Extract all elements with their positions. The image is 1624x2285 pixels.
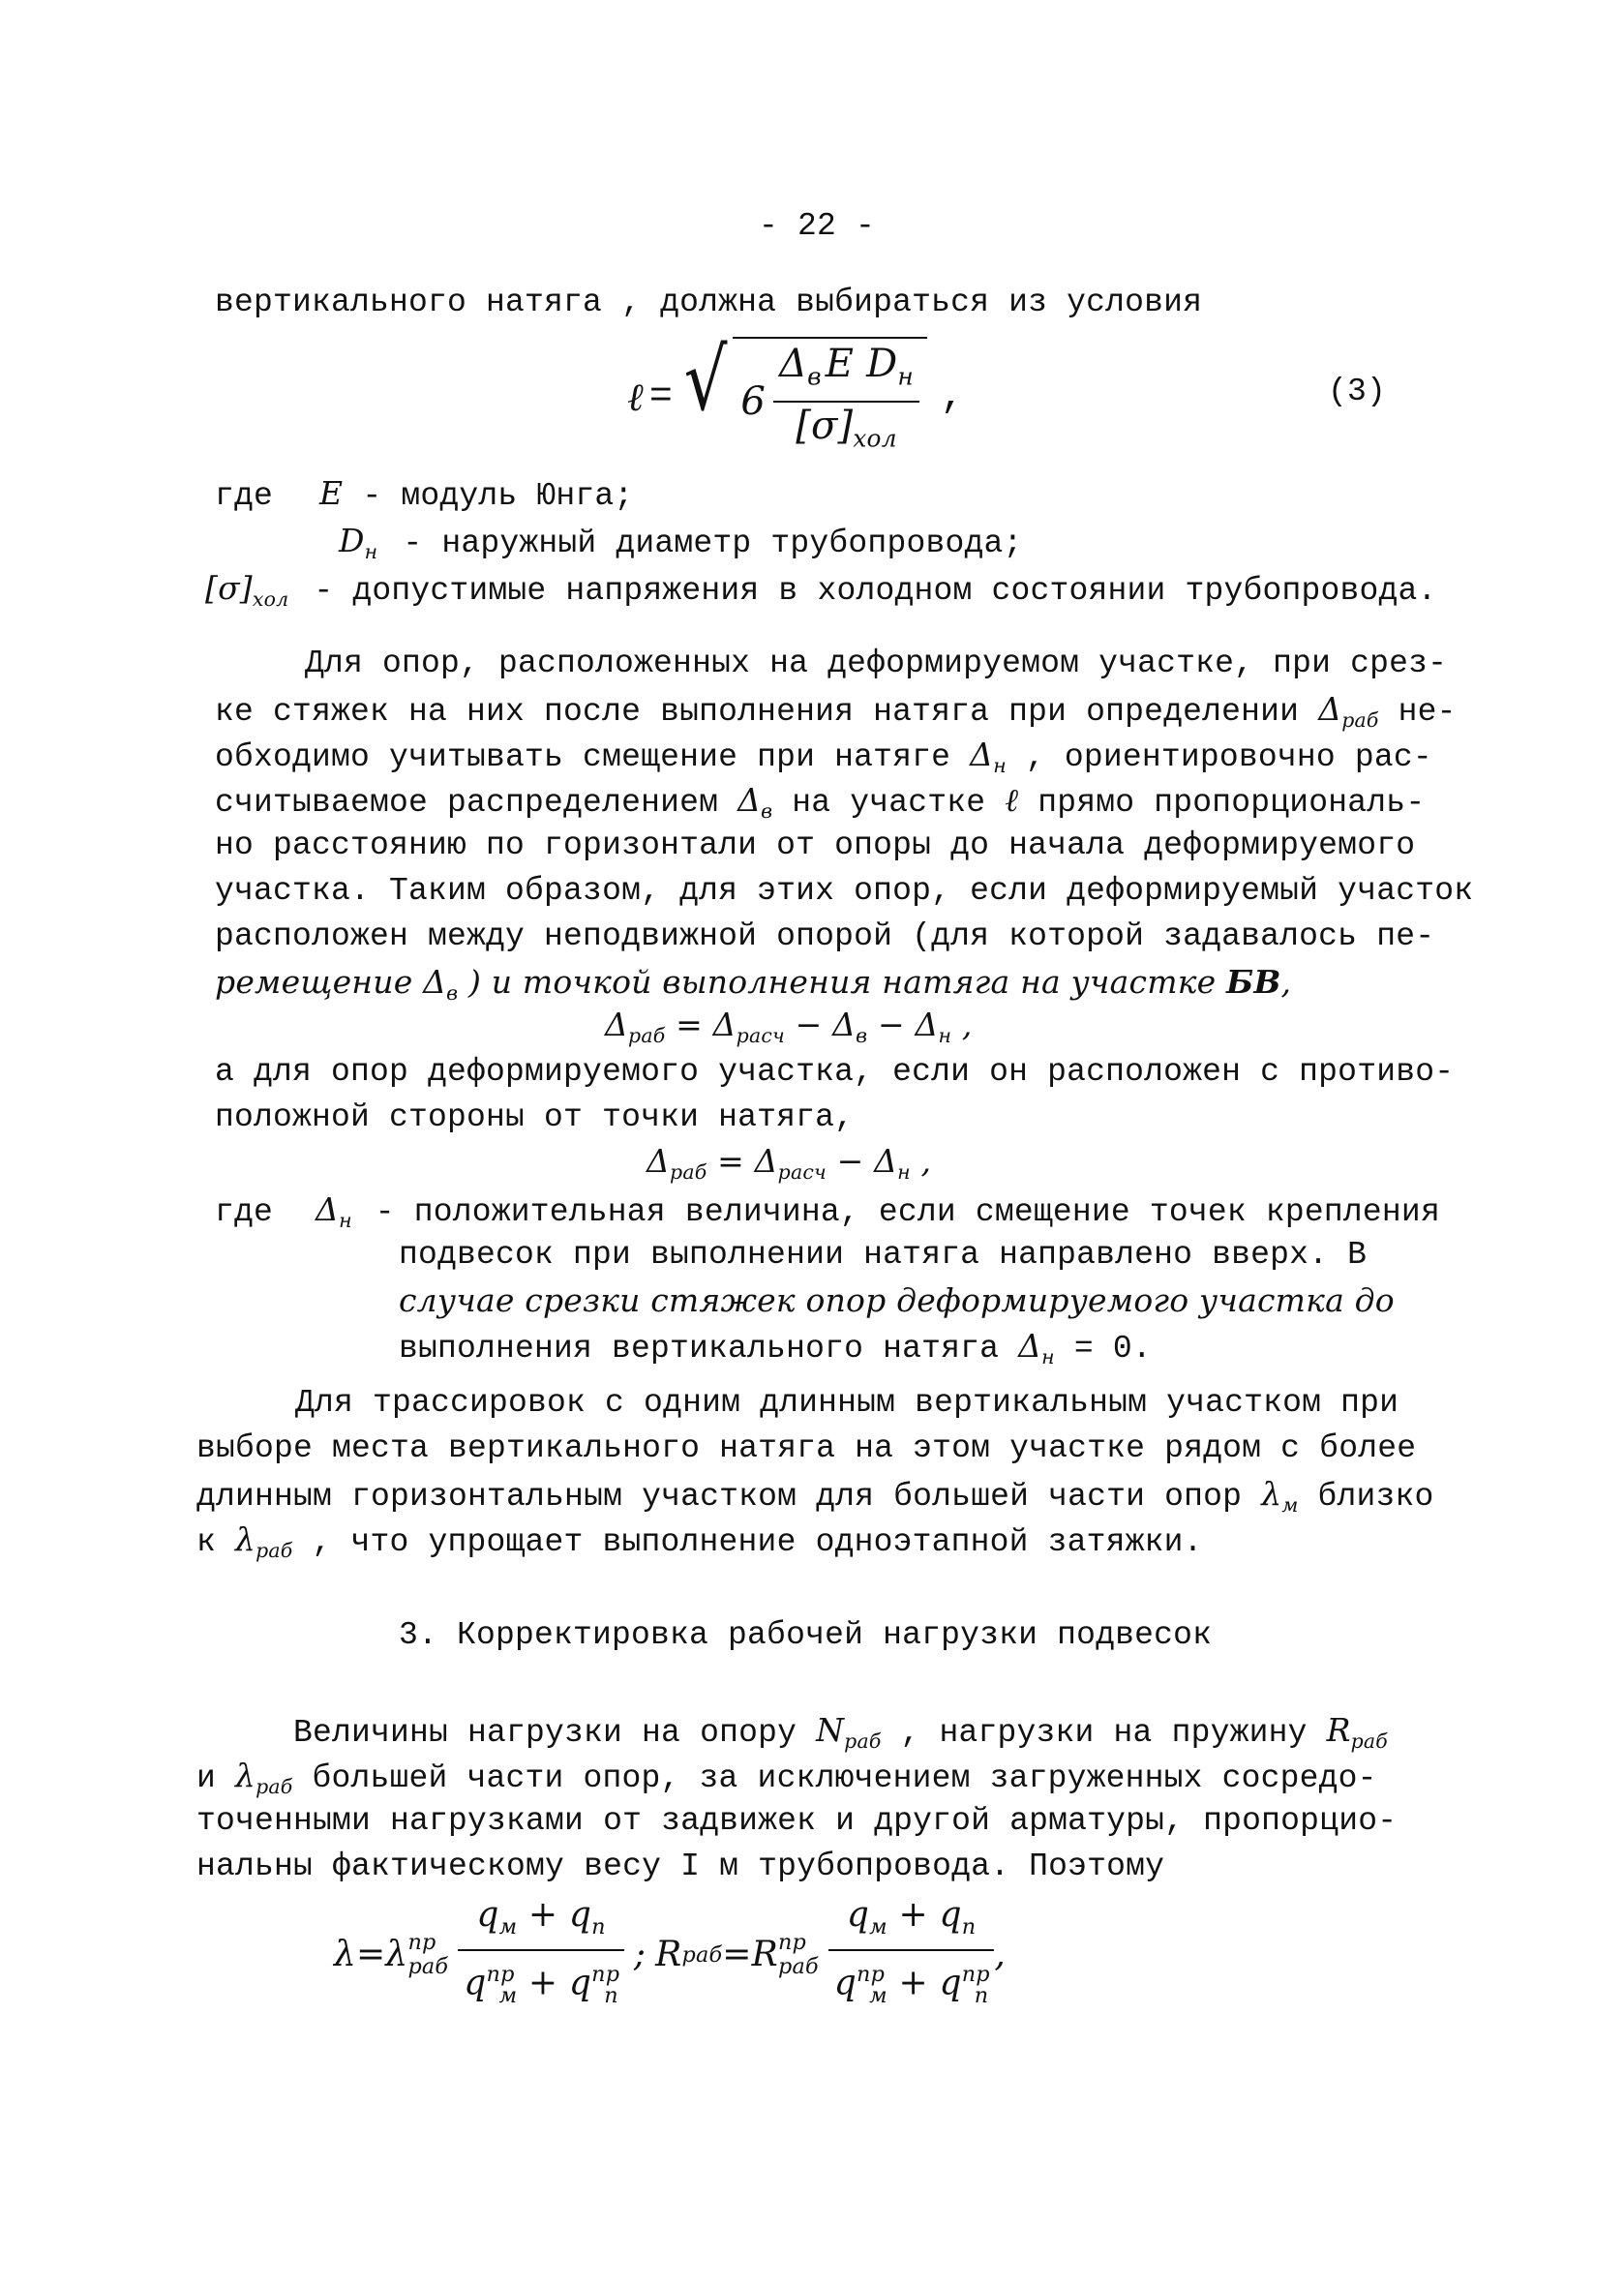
para1-line5: но расстоянию по горизонтали от опоры до начала деформируемого bbox=[215, 827, 1416, 863]
delta-subscript: в bbox=[807, 363, 822, 391]
subscript: раб bbox=[1350, 1729, 1388, 1754]
delta-symbol: Δ bbox=[779, 342, 808, 387]
sup: пр bbox=[407, 1930, 436, 1956]
sigma-bracket: [σ] bbox=[796, 404, 854, 448]
text: считываемое распределением bbox=[215, 785, 738, 821]
text: длинным горизонтальным участком для большей части опор bbox=[196, 1479, 1262, 1515]
formula-a bbox=[605, 1006, 973, 1055]
segment-label: БВ bbox=[1226, 963, 1281, 1001]
para4-line2 bbox=[196, 1757, 1377, 1806]
formula-3-trail: , bbox=[940, 376, 965, 419]
f-sub: раб bbox=[670, 1160, 707, 1185]
para4-line3: точенными нагрузками от задвижек и другой арматуры, пропорцио- bbox=[196, 1803, 1398, 1839]
eq: = bbox=[356, 1935, 386, 1974]
denominator bbox=[828, 1949, 995, 2014]
where-subscript: н bbox=[364, 540, 378, 564]
para3-line1: Для трассировок с одним длинным вертикальным участком при bbox=[295, 1385, 1399, 1421]
para2-line2: положной стороны от точки натяга, bbox=[215, 1099, 855, 1135]
text: ке стяжек на них после выполнения натяга при определении bbox=[215, 694, 1319, 730]
q-sup: пр bbox=[961, 1962, 990, 1988]
para3-line3 bbox=[196, 1475, 1434, 1524]
text: и bbox=[196, 1760, 236, 1796]
q: q bbox=[939, 1894, 962, 1935]
q-sup: пр bbox=[486, 1962, 515, 1988]
formula-c bbox=[334, 1894, 1006, 2013]
section-heading: 3. Корректировка рабочей нагрузки подвесок bbox=[399, 1617, 1213, 1653]
text: обходимо учитывать смещение при натяге bbox=[215, 739, 971, 775]
intro-line: вертикального натяга , должна выбираться из условия bbox=[215, 285, 1203, 320]
page-number: - 22 - bbox=[759, 208, 876, 244]
n-symbol: N bbox=[816, 1711, 845, 1749]
f: , bbox=[910, 1142, 932, 1180]
lambda-symbol: λ bbox=[334, 1935, 357, 1974]
q-sub: м bbox=[498, 1913, 518, 1939]
q-sub: п bbox=[604, 1982, 618, 2008]
r-symbol: R bbox=[1326, 1711, 1351, 1749]
fraction-2 bbox=[828, 1896, 995, 2015]
subscript: н bbox=[339, 1209, 352, 1233]
q-sub: п bbox=[974, 1982, 989, 2008]
subscript: раб bbox=[256, 1775, 293, 1799]
formula-3-coef: 6 bbox=[740, 379, 767, 424]
text: , что упрощает выполнение одноэтапной затяжки. bbox=[292, 1524, 1203, 1560]
q-sup: пр bbox=[591, 1962, 620, 1988]
where-prefix: где bbox=[215, 478, 274, 514]
delta-symbol: Δ bbox=[316, 1190, 340, 1228]
formula-b bbox=[647, 1142, 931, 1191]
f: − Δ bbox=[784, 1006, 857, 1043]
para1-line3 bbox=[215, 736, 1432, 785]
where2-line2: подвесок при выполнении натяга направлено вверх. В bbox=[399, 1237, 1368, 1273]
text: - положительная величина, если смещение точек крепления bbox=[375, 1194, 1440, 1230]
q-sub: м bbox=[498, 1982, 518, 2008]
numerator-rest: E D bbox=[825, 342, 898, 387]
text: = 0. bbox=[1054, 1331, 1152, 1367]
f: = Δ bbox=[707, 1142, 778, 1180]
q: q bbox=[833, 1963, 857, 2003]
subscript: н bbox=[993, 754, 1007, 778]
lambda-symbol: λ bbox=[235, 1520, 256, 1558]
numerator bbox=[458, 1896, 624, 1950]
fraction-1 bbox=[458, 1896, 624, 2015]
f-sub: н bbox=[897, 1160, 911, 1185]
text: близко bbox=[1298, 1479, 1434, 1515]
r-scripts bbox=[778, 1931, 819, 1978]
text: , bbox=[1280, 963, 1292, 1001]
lambda-symbol: λ bbox=[385, 1935, 408, 1974]
f: , bbox=[951, 1006, 973, 1043]
numerator-subscript: н bbox=[897, 363, 914, 391]
sqrt bbox=[678, 330, 927, 458]
delta-symbol: Δ bbox=[970, 736, 994, 773]
formula-3-numerator bbox=[773, 342, 919, 401]
subscript: раб bbox=[1341, 708, 1379, 733]
plus: + bbox=[517, 1963, 569, 2003]
r-symbol: R bbox=[655, 1935, 682, 1974]
where-prefix: где bbox=[215, 1194, 274, 1230]
text: , ориентировочно рас- bbox=[1006, 739, 1432, 775]
q: q bbox=[846, 1894, 870, 1935]
text: к bbox=[196, 1524, 236, 1560]
para1-line6: участка. Таким образом, для этих опор, если деформируемый участок bbox=[215, 873, 1474, 909]
q: q bbox=[568, 1894, 592, 1935]
q-sub: п bbox=[591, 1913, 606, 1939]
where-item-sigma bbox=[205, 569, 1437, 618]
sigma-subscript: хол bbox=[853, 424, 897, 453]
sup: пр bbox=[777, 1930, 807, 1956]
q-sub: м bbox=[869, 1982, 887, 2008]
where-text: - наружный диаметр трубопровода; bbox=[403, 526, 1023, 561]
f-sub: расч bbox=[777, 1160, 827, 1185]
trail: , bbox=[994, 1935, 1006, 1974]
text: не- bbox=[1378, 694, 1457, 730]
formula-3-number: (3) bbox=[1328, 374, 1387, 409]
q: q bbox=[476, 1894, 499, 1935]
text: ремещение bbox=[215, 963, 424, 1001]
sub: раб bbox=[777, 1954, 819, 1979]
delta-symbol: Δ bbox=[1318, 690, 1342, 728]
para4-line1 bbox=[293, 1711, 1388, 1760]
where2-line4 bbox=[399, 1327, 1152, 1376]
where-symbol: E bbox=[319, 474, 344, 512]
text: на участке bbox=[772, 785, 1006, 821]
eq: = bbox=[722, 1935, 752, 1974]
delta-symbol: Δ bbox=[423, 963, 447, 1001]
para1-line4 bbox=[215, 781, 1425, 830]
para2-line1: а для опор деформируемого участка, если он расположен с противо- bbox=[215, 1054, 1455, 1090]
q-sub: м bbox=[869, 1913, 887, 1939]
q-sup: пр bbox=[857, 1962, 886, 1988]
where-symbol: [σ] bbox=[205, 569, 253, 607]
where-subscript: хол bbox=[252, 587, 289, 612]
subscript: в bbox=[446, 981, 459, 1006]
formula-3 bbox=[627, 330, 965, 461]
para1-line7: расположен между неподвижной опорой (для которой задавалось пе- bbox=[215, 918, 1435, 954]
para3-line2: выборе места вертикального натяга на этом участке рядом с более bbox=[196, 1430, 1417, 1466]
lambda-symbol: λ bbox=[235, 1757, 256, 1794]
subscript: раб bbox=[256, 1539, 293, 1563]
subscript: н bbox=[1041, 1345, 1055, 1369]
sub: раб bbox=[407, 1954, 449, 1979]
plus: + bbox=[887, 1963, 940, 2003]
q-sub: п bbox=[961, 1913, 977, 1939]
f-sub: н bbox=[938, 1024, 952, 1048]
text: ) и точкой выполнения натяга на участке bbox=[458, 963, 1227, 1001]
f-sub: раб bbox=[628, 1024, 666, 1048]
f: − Δ bbox=[867, 1006, 939, 1043]
where2-line3: случае срезки стяжек опор деформируемого участка до bbox=[399, 1281, 1395, 1319]
para3-line4 bbox=[196, 1520, 1203, 1570]
formula-3-lhs: ℓ bbox=[627, 376, 644, 420]
sqrt-sign: √ bbox=[683, 330, 728, 431]
formula-3-fraction bbox=[773, 342, 919, 458]
subscript: м bbox=[1281, 1493, 1299, 1518]
f: Δ bbox=[647, 1142, 671, 1180]
q: q bbox=[464, 1963, 487, 2003]
subscript: в bbox=[761, 799, 773, 824]
where-item-e bbox=[215, 474, 633, 516]
q: q bbox=[939, 1963, 962, 2003]
text: , нагрузки на пружину bbox=[881, 1715, 1327, 1751]
text: большей части опор, за исключением загруженных сосредо- bbox=[292, 1760, 1377, 1796]
separator: ; bbox=[633, 1935, 647, 1974]
where-text: - допустимые напряжения в холодном состоянии трубопровода. bbox=[314, 573, 1437, 609]
text: Величины нагрузки на опору bbox=[293, 1715, 817, 1751]
where-symbol: D bbox=[339, 522, 365, 559]
para4-line4: нальны фактическому весу I м трубопровода. Поэтому bbox=[196, 1849, 1165, 1884]
sqrt-body bbox=[733, 337, 927, 458]
where2-line1 bbox=[215, 1190, 1440, 1240]
formula-3-eq: = bbox=[648, 376, 674, 419]
para1-line1: Для опор, расположенных на деформируемом участке, при срез- bbox=[305, 646, 1448, 681]
f-sub: расч bbox=[736, 1024, 785, 1048]
f: Δ bbox=[605, 1006, 629, 1043]
delta-symbol: Δ bbox=[1018, 1327, 1042, 1365]
q: q bbox=[568, 1963, 592, 2003]
where-text: - модуль Юнга; bbox=[362, 478, 634, 514]
where-item-d bbox=[339, 522, 1022, 571]
f: − Δ bbox=[826, 1142, 898, 1180]
r-symbol: R bbox=[751, 1935, 778, 1974]
denominator bbox=[458, 1949, 624, 2014]
f: = Δ bbox=[665, 1006, 737, 1043]
text: выполнения вертикального натяга bbox=[399, 1331, 1019, 1367]
lambda-scripts bbox=[407, 1931, 448, 1978]
delta-symbol: Δ bbox=[737, 781, 762, 819]
text: прямо пропорциональ- bbox=[1018, 785, 1426, 821]
lambda-symbol: λ bbox=[1261, 1475, 1282, 1513]
plus: + bbox=[517, 1894, 569, 1935]
subscript: раб bbox=[844, 1729, 882, 1754]
plus: + bbox=[887, 1894, 940, 1935]
formula-3-denominator bbox=[773, 401, 919, 459]
numerator bbox=[828, 1896, 995, 1950]
f-sub: в bbox=[856, 1024, 868, 1048]
ell-symbol: ℓ bbox=[1005, 781, 1019, 819]
sub: раб bbox=[681, 1942, 723, 1968]
para1-line2 bbox=[215, 690, 1457, 739]
